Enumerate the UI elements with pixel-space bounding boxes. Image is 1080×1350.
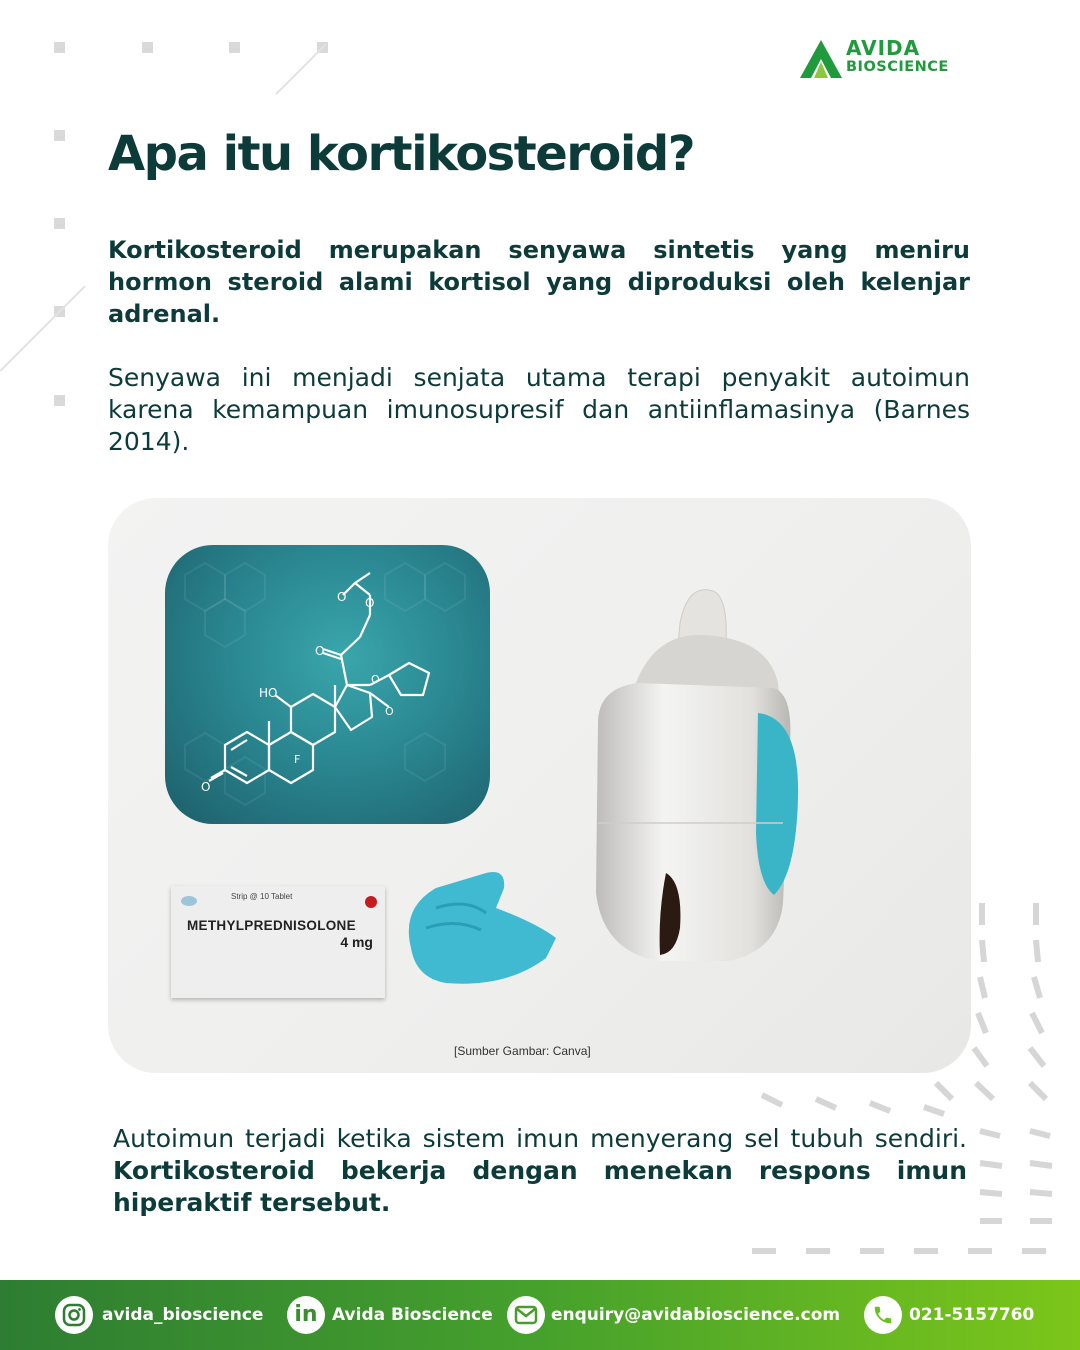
svg-text:O: O — [385, 705, 394, 718]
logo-name-line1: AVIDA — [846, 36, 921, 60]
hard-drug-mark-icon — [365, 896, 377, 908]
mouthpiece-cap-image — [396, 868, 561, 993]
autoimmune-bold-text: Kortikosteroid bekerja dengan menekan respons imun hiperaktif tersebut. — [113, 1156, 967, 1217]
email-address: enquiry@avidabioscience.com — [551, 1305, 841, 1325]
brand-badge-icon — [181, 896, 197, 906]
phone-number: 021-5157760 — [909, 1305, 1035, 1325]
box-strip-text: Strip @ 10 Tablet — [231, 892, 293, 901]
footer-instagram[interactable] — [55, 1280, 263, 1350]
svg-text:O: O — [337, 590, 347, 604]
autoimmune-paragraph — [113, 1123, 967, 1219]
box-drug-dose: 4 mg — [340, 934, 373, 950]
decor-square — [54, 218, 65, 229]
svg-text:O: O — [201, 780, 211, 794]
decor-line — [0, 285, 85, 371]
svg-text:O: O — [371, 673, 380, 686]
svg-text:O: O — [365, 596, 375, 610]
illustration-photo — [108, 498, 971, 1073]
instagram-handle: avida_bioscience — [102, 1305, 264, 1325]
image-caption: [Sumber Gambar: Canva] — [454, 1044, 591, 1058]
svg-text:O: O — [315, 644, 325, 658]
logo-mark-icon — [800, 40, 842, 78]
decor-line — [275, 44, 326, 95]
decor-square — [54, 395, 65, 406]
decor-square — [54, 42, 65, 53]
usage-paragraph: Senyawa ini menjadi senjata utama terapi penyakit autoimun karena kemampuan imunosupresif dan antiinflamasinya (Barnes 2014). — [108, 363, 970, 456]
brand-logo — [800, 38, 990, 80]
logo-name-line2: BIOSCIENCE — [846, 59, 949, 75]
footer-linkedin[interactable] — [287, 1280, 493, 1350]
autoimmune-plain-text: Autoimun terjadi ketika sistem imun menyerang sel tubuh sendiri. — [113, 1124, 967, 1153]
instagram-icon — [55, 1296, 93, 1334]
box-drug-name: METHYLPREDNISOLONE — [187, 918, 356, 933]
molecule-structure-image — [165, 545, 490, 824]
linkedin-icon: in — [287, 1296, 325, 1334]
hydroxyl-label: HO — [259, 686, 278, 700]
decor-square — [142, 42, 153, 53]
linkedin-name: Avida Bioscience — [332, 1305, 493, 1325]
definition-paragraph: Kortikosteroid merupakan senyawa sintetis yang meniru hormon steroid alami kortisol yang diproduksi oleh kelenjar adrenal. — [108, 236, 970, 328]
mail-icon — [507, 1296, 545, 1334]
phone-icon — [864, 1296, 902, 1334]
page-title: Apa itu kortikosteroid? — [108, 126, 695, 182]
medicine-box — [171, 886, 385, 998]
inhaler-image — [578, 583, 808, 983]
decor-square — [229, 42, 240, 53]
fluorine-label: F — [294, 753, 301, 766]
footer-email[interactable] — [507, 1280, 840, 1350]
footer-phone[interactable] — [864, 1280, 1034, 1350]
decor-square — [54, 130, 65, 141]
contact-footer — [0, 1280, 1080, 1350]
